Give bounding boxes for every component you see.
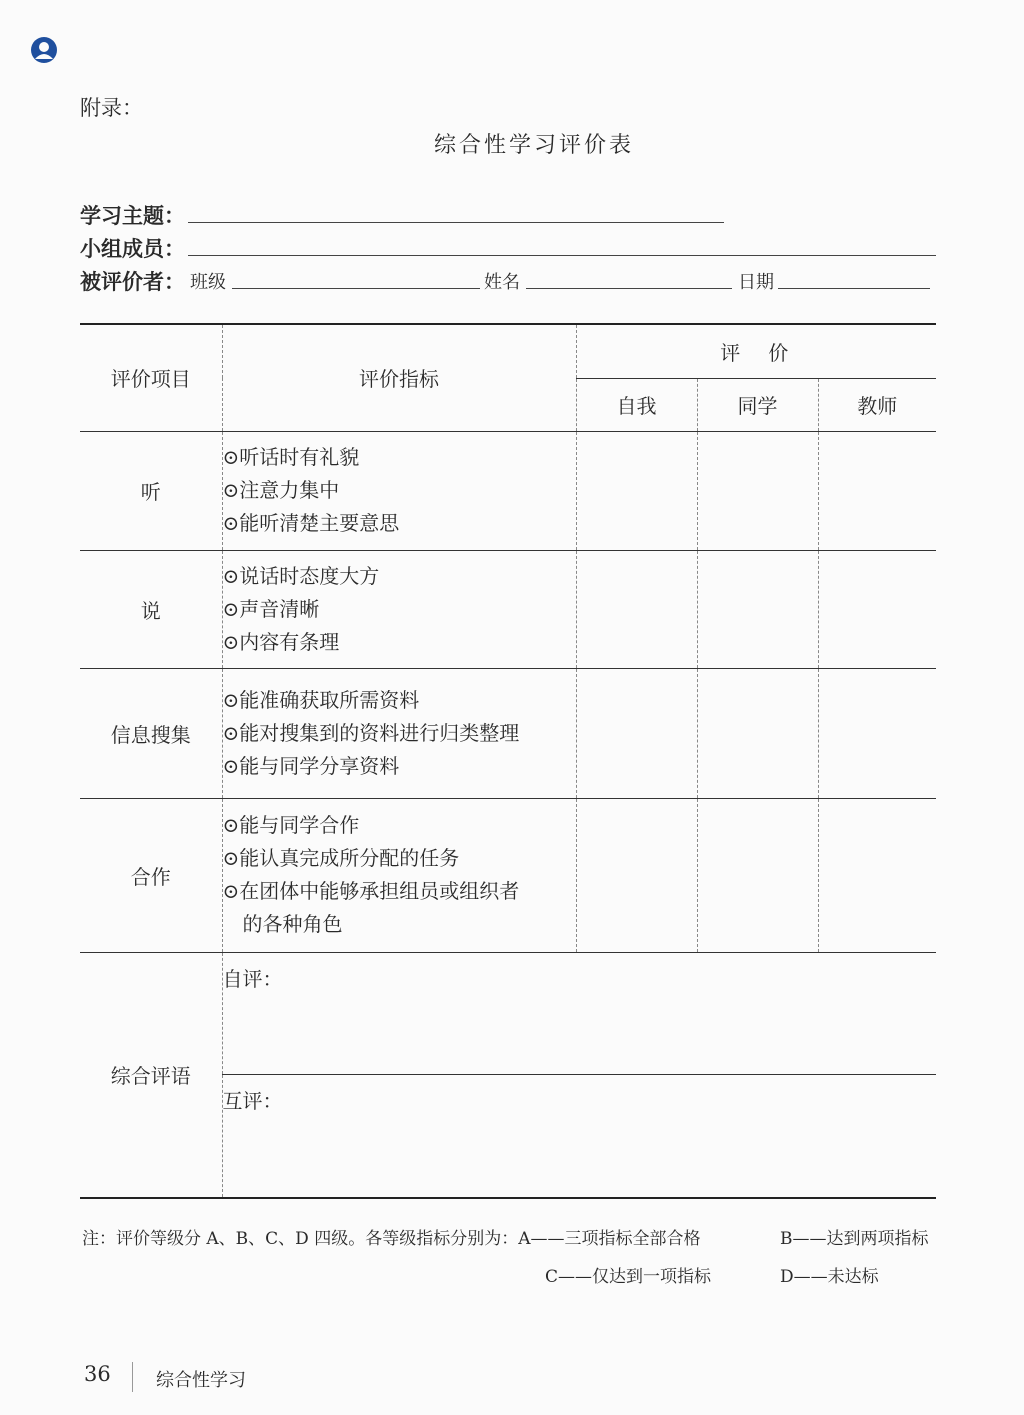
indicator: ⊙说话时态度大方 [222, 563, 380, 588]
header-indicator: 评价指标 [222, 324, 576, 431]
note-line1-b: B——达到两项指标 [780, 1229, 929, 1249]
topic-field[interactable] [188, 222, 724, 223]
indicator: ⊙能认真完成所分配的任务 [222, 846, 460, 870]
header-self: 自我 [576, 378, 697, 431]
note-line2-b: D——未达标 [780, 1267, 879, 1287]
teacher-score-cell[interactable] [818, 550, 936, 668]
self-score-cell[interactable] [576, 431, 697, 550]
class-label: 班级 [190, 272, 226, 293]
teacher-score-cell[interactable] [818, 798, 936, 952]
header-eval: 评 价 [576, 324, 936, 378]
class-field[interactable] [232, 288, 480, 289]
row-item: 信息搜集 [80, 668, 222, 798]
self-comment-label: 自评： [222, 966, 283, 991]
date-field[interactable] [778, 288, 930, 289]
teacher-score-cell[interactable] [818, 668, 936, 798]
indicator: ⊙能准确获取所需资料 [222, 687, 420, 712]
self-score-cell[interactable] [576, 798, 697, 952]
user-icon [30, 36, 58, 64]
peer-score-cell[interactable] [697, 668, 818, 798]
peer-score-cell[interactable] [697, 431, 818, 550]
members-label: 小组成员： [80, 236, 185, 261]
row-indicators [222, 431, 576, 550]
indicator: ⊙声音清晰 [222, 596, 320, 621]
table-row [80, 798, 936, 952]
table-row [80, 550, 936, 668]
members-field[interactable] [188, 255, 936, 256]
indicator: ⊙听话时有礼貌 [222, 445, 360, 469]
self-score-cell[interactable] [576, 668, 697, 798]
table-row [80, 668, 936, 798]
row-indicators [222, 798, 576, 952]
appendix-label: 附录： [80, 96, 143, 120]
peer-score-cell[interactable] [697, 550, 818, 668]
self-comment-box[interactable] [222, 952, 936, 1074]
note-line1-a: 注：评价等级分 A、B、C、D 四级。各等级指标分别为：A——三项指标全部合格 [82, 1229, 701, 1249]
indicator: ⊙能听清楚主要意思 [222, 511, 400, 535]
row-item: 说 [80, 550, 222, 668]
row-indicators [222, 550, 576, 668]
indicator: ⊙能与同学分享资料 [222, 753, 400, 778]
row-item: 合作 [80, 798, 222, 952]
name-label: 姓名 [484, 272, 520, 293]
page-number: 36 [84, 1362, 111, 1386]
topic-label: 学习主题： [80, 203, 185, 228]
table-row [80, 431, 936, 550]
indicator: ⊙内容有条理 [222, 629, 340, 654]
indicator: ⊙在团体中能够承担组员或组织者 [222, 879, 520, 903]
header-teacher: 教师 [818, 378, 936, 431]
date-label: 日期 [738, 272, 774, 293]
comment-item: 综合评语 [80, 952, 222, 1198]
indicator: ⊙能与同学合作 [222, 813, 360, 837]
footer-divider [132, 1362, 133, 1392]
evaluation-table [80, 323, 936, 1199]
header-item: 评价项目 [80, 324, 222, 431]
evaluatee-label: 被评价者： [80, 269, 185, 294]
note-line2-a: C——仅达到一项指标 [545, 1267, 712, 1287]
peer-comment-box[interactable] [222, 1074, 936, 1198]
comment-row-self [80, 952, 936, 1074]
self-score-cell[interactable] [576, 550, 697, 668]
name-field[interactable] [526, 288, 732, 289]
form-title: 综合性学习评价表 [433, 133, 634, 158]
header-peer: 同学 [697, 378, 818, 431]
indicator: ⊙能对搜集到的资料进行归类整理 [222, 720, 520, 745]
peer-comment-label: 互评： [222, 1088, 283, 1113]
indicator: ⊙注意力集中 [222, 478, 340, 502]
peer-score-cell[interactable] [697, 798, 818, 952]
row-indicators [222, 668, 576, 798]
section-name: 综合性学习 [156, 1370, 246, 1391]
indicator: 的各种角色 [242, 912, 343, 936]
row-item: 听 [80, 431, 222, 550]
teacher-score-cell[interactable] [818, 431, 936, 550]
